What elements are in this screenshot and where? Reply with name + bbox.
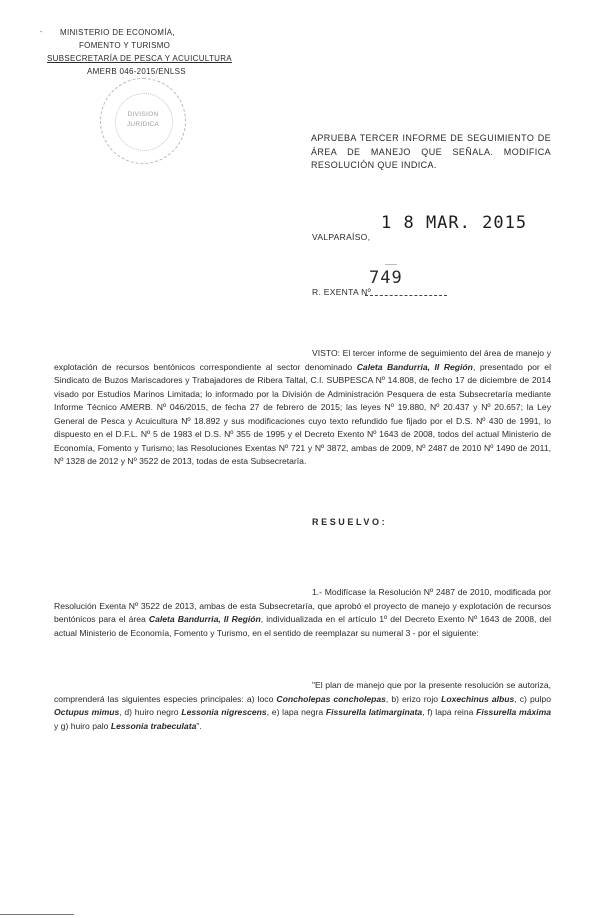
resolution-underline — [365, 295, 447, 296]
header-reference: AMERB 046-2015/ENLSS — [87, 67, 186, 76]
species-4: Lessonia nigrescens — [181, 707, 267, 717]
division-juridica-stamp — [100, 78, 186, 164]
header-dash: - — [40, 29, 43, 36]
article-1-area-name: Caleta Bandurria, II Región — [148, 614, 261, 624]
header-ministry: MINISTERIO DE ECONOMÍA, — [60, 28, 175, 37]
quoted-numeral — [54, 679, 551, 733]
quote-text-4: , d) huiro negro — [119, 707, 182, 717]
stamp-text-1: DIVISION — [127, 111, 159, 118]
scan-mark — [385, 264, 397, 265]
header-subsecretaria: SUBSECRETARÍA DE PESCA Y ACUICULTURA — [47, 54, 232, 63]
date-value: 1 8 MAR. 2015 — [381, 213, 528, 233]
date-label: VALPARAÍSO, — [312, 232, 371, 242]
visto-paragraph — [54, 347, 551, 469]
quote-text-7: y g) huiro palo — [54, 720, 111, 731]
resolution-label: R. EXENTA Nº — [312, 287, 371, 297]
species-1: Concholepas concholepas — [276, 693, 386, 704]
visto-area-name: Caleta Bandurria, II Región — [356, 361, 473, 372]
header-ministry-2: FOMENTO Y TURISMO — [79, 41, 171, 50]
quote-text-5: , e) lapa negra — [266, 707, 326, 717]
quote-text-1: "El plan de manejo que por la presente resolución se autoriza, comprenderá las siguientes especies principales: a) loco — [54, 680, 551, 704]
article-1-paragraph — [54, 586, 551, 640]
resuelvo-heading: RESUELVO: — [312, 517, 388, 527]
resolution-number: 749 — [369, 268, 403, 288]
species-3: Octupus mimus — [54, 707, 120, 717]
article-1-text-2: , individualizada en el artículo 1º del Decreto Exento Nº 1643 de 2008, del actual Ministerio de Economía, Fomento y Turismo, en el sentido de reemplazar su numeral 3 - por el siguiente: — [54, 614, 551, 638]
species-2: Loxechinus albus — [441, 693, 515, 704]
quote-text-3: , c) pulpo — [514, 693, 551, 704]
species-7: Lessonia trabeculata — [110, 720, 197, 731]
visto-text-2: , presentado por el Sindicato de Buzos Mariscadores y Trabajadores de Ribera Taltal, C.I. SUBPESCA Nº 14.808, de fecho 17 de diciembre de 2014 visado por Estudios Marinos Limitada; lo informado por la División de Administración Pesquera de esta Subsecretaría mediante Informe Técnico AMERB. Nº 046/2015, de fecha 27 de febrero de 2015; las leyes Nº 19.880, Nº 20.437 y Nº 20.657; la Ley General de Pesca y Acuicultura Nº 18.892 y sus modificaciones cuyo texto refundido fue fijado por el D.S. Nº 430 de 1991, lo dispuesto en el D.F.L. Nº 5 de 1983 el D.S. Nº 355 de 1995 y el Decreto Exento Nº 1643 de 2008, todos del actual Ministerio de Economía, Fomento y Turismo; las Resoluciones Exentas Nº 721 y Nº 3872, ambas de 2009, Nº 2487 de 2010 Nº 1490 de 2011, Nº 1328 de 2012 y Nº 3522 de 2013, todas de esta Subsecretaría. — [54, 361, 551, 466]
article-1-text-1: 1.- Modifícase la Resolución Nº 2487 de 2010, modificada por Resolución Exenta Nº 3522 de 2013, ambas de esta Subsecretaría, que aprobó el proyecto de manejo y explotación de recursos bentónicos para el área — [54, 587, 551, 624]
quote-text-8: ". — [196, 720, 202, 731]
visto-text-1: VISTO: El tercer informe de seguimiento del área de manejo y explotación de recursos bentónicos correspondiente al sector denominado — [54, 348, 551, 372]
footer-rule — [0, 914, 74, 915]
species-6: Fissurella máxima — [476, 707, 551, 717]
quote-text-6: , f) lapa reina — [422, 707, 477, 717]
document-title: APRUEBA TERCER INFORME DE SEGUIMIENTO DE ÁREA DE MANEJO QUE SEÑALA. MODIFICA RESOLUCIÓN QUE INDICA. — [311, 133, 551, 170]
stamp-text-2: JURIDICA — [126, 121, 160, 128]
species-5: Fissurella latimarginata — [325, 707, 423, 717]
quote-text-2: , b) erizo rojo — [385, 693, 442, 704]
